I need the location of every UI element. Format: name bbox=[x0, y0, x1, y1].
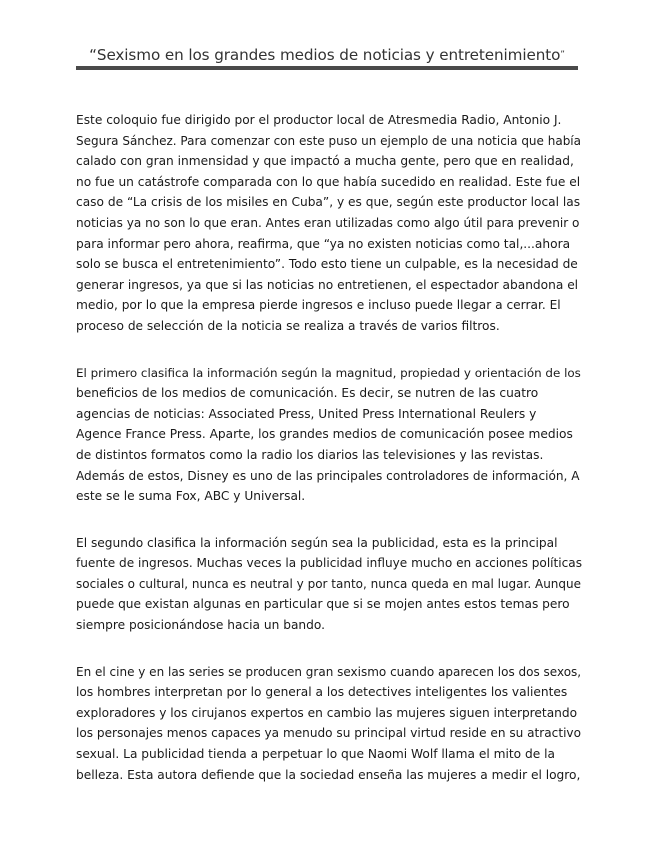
paragraph-line: no fue un catástrofe comparada con lo que había sucedido en realidad. Este fue el bbox=[76, 174, 581, 189]
paragraph-line: sociales o cultural, nunca es neutral y por tanto, nunca queda en mal lugar. Aunque bbox=[76, 576, 582, 591]
document-title bbox=[76, 46, 578, 64]
title-text: Sexismo en los grandes medios de noticias y entretenimiento bbox=[96, 46, 561, 64]
title-close-quote: ” bbox=[560, 50, 565, 60]
paragraph-line: este se le suma Fox, ABC y Universal. bbox=[76, 489, 306, 504]
title-open-quote: “ bbox=[89, 46, 97, 64]
paragraph-line: para informar pero ahora, reafirma, que “ya no existen noticias como tal,...ahora bbox=[76, 236, 571, 251]
title-underline-rule bbox=[76, 66, 578, 70]
paragraph-line: sexual. La publicidad tienda a perpetuar lo que Naomi Wolf llama el mito de la bbox=[76, 747, 555, 762]
paragraph-line: los personajes menos capaces ya menudo su principal virtud reside en su atractivo bbox=[76, 726, 581, 741]
paragraph-line: El primero clasifica la información según la magnitud, propiedad y orientación de los bbox=[76, 365, 581, 380]
paragraph bbox=[76, 662, 582, 786]
paragraph-line: El segundo clasifica la información según sea la publicidad, esta es la principal bbox=[76, 535, 558, 550]
paragraph-line: solo se busca el entretenimiento”. Todo esto tiene un culpable, es la necesidad de bbox=[76, 257, 578, 272]
paragraph bbox=[76, 533, 582, 636]
paragraph-line: calado con gran inmensidad y que impactó a mucha gente, pero que en realidad, bbox=[76, 154, 574, 169]
paragraph-line: caso de “La crisis de los misiles en Cuba”, y es que, según este productor local las bbox=[76, 195, 581, 210]
paragraph bbox=[76, 110, 582, 337]
paragraph-line: Agence France Press. Aparte, los grandes medios de comunicación posee medios bbox=[76, 427, 573, 442]
paragraph-line: siempre posicionándose hacia un bando. bbox=[76, 618, 325, 633]
paragraph-line: Además de estos, Disney es uno de las principales controladores de información, A bbox=[76, 468, 580, 483]
paragraph-line: medio, por lo que la empresa pierde ingresos e incluso puede llegar a cerrar. El bbox=[76, 298, 561, 313]
paragraph-line: exploradores y los cirujanos expertos en cambio las mujeres siguen interpretando bbox=[76, 705, 578, 720]
paragraph-line: puede que existan algunas en particular que si se mojen antes estos temas pero bbox=[76, 597, 570, 612]
paragraph-line: agencias de noticias: Associated Press, United Press International Reulers y bbox=[76, 406, 537, 421]
paragraph-line: En el cine y en las series se producen gran sexismo cuando aparecen los dos sexos, bbox=[76, 664, 582, 679]
paragraph-line: noticias ya no son lo que eran. Antes eran utilizadas como algo útil para prevenir o bbox=[76, 215, 580, 230]
paragraph-line: proceso de selección de la noticia se realiza a través de varios filtros. bbox=[76, 318, 500, 333]
paragraph-line: beneficios de los medios de comunicación. Es decir, se nutren de las cuatro bbox=[76, 386, 539, 401]
paragraph-line: de distintos formatos como la radio los diarios las televisiones y las revistas. bbox=[76, 447, 544, 462]
paragraph-line: generar ingresos, ya que si las noticias no entretienen, el espectador abandona el bbox=[76, 277, 579, 292]
document-body bbox=[76, 110, 582, 811]
paragraph-line: los hombres interpretan por lo general a los detectives inteligentes los valientes bbox=[76, 685, 568, 700]
paragraph bbox=[76, 363, 582, 507]
paragraph-line: fuente de ingresos. Muchas veces la publicidad influye mucho en acciones políticas bbox=[76, 556, 583, 571]
paragraph-line: Este coloquio fue dirigido por el productor local de Atresmedia Radio, Antonio J. bbox=[76, 113, 562, 127]
paragraph-line: Segura Sánchez. Para comenzar con este puso un ejemplo de una noticia que había bbox=[76, 133, 581, 148]
paragraph-line: belleza. Esta autora defiende que la sociedad enseña las mujeres a medir el logro, bbox=[76, 767, 581, 782]
